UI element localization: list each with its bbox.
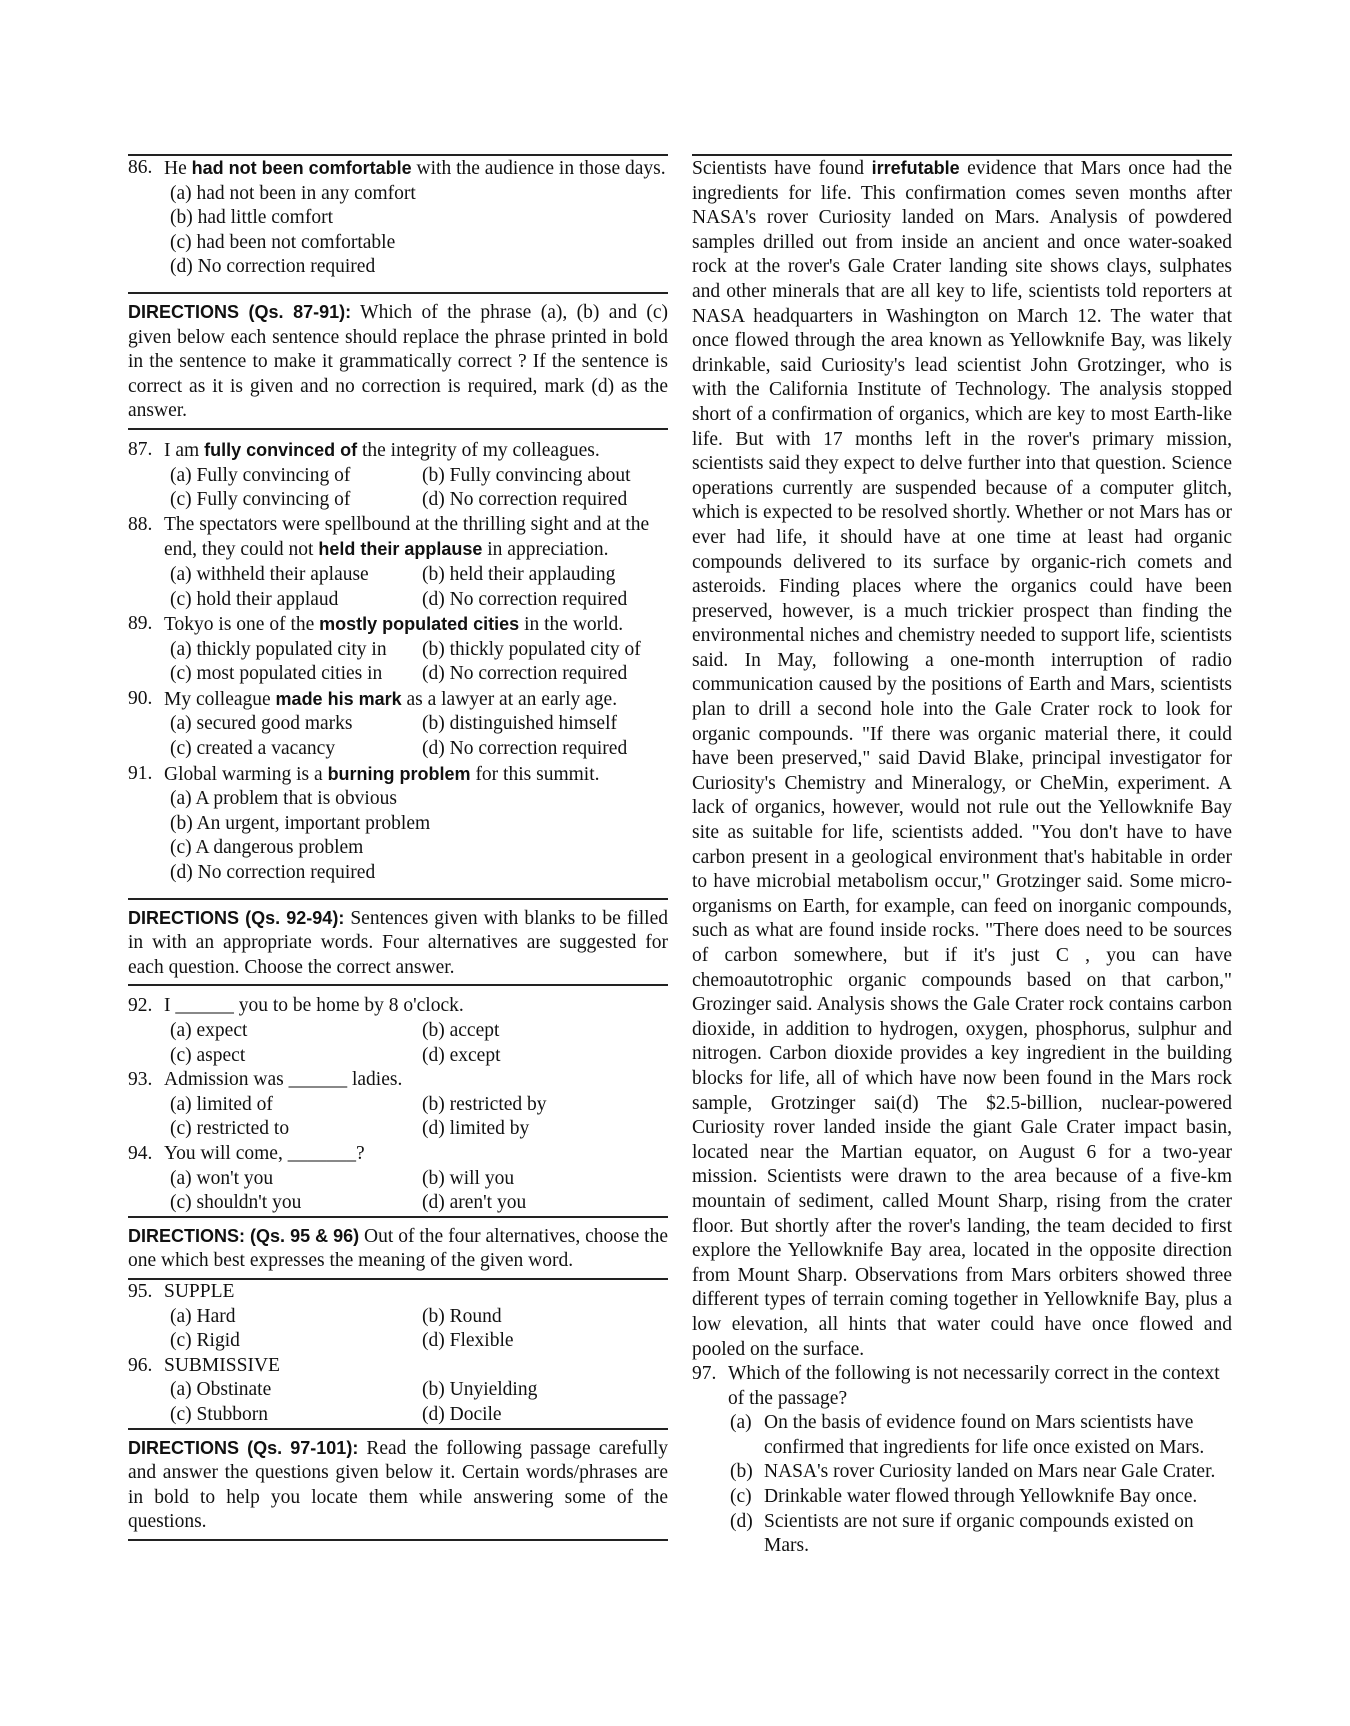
question-text-pre: The spectators were spellbound at the thrilling sight and at the end, they could not (164, 513, 650, 561)
option-row (128, 563, 668, 588)
option: (a) had not been in any comfort (170, 182, 416, 204)
question-text: You will come, _______? (164, 1142, 365, 1164)
option (692, 1411, 1232, 1460)
question-93 (128, 1068, 668, 1093)
option: (a) withheld their aplause (170, 563, 369, 585)
passage-bold-word: irrefutable (871, 158, 960, 178)
option-row (128, 1093, 668, 1118)
question-text-pre: My colleague (164, 688, 276, 710)
option-row (128, 1167, 668, 1192)
question-text-post: in the world. (519, 614, 624, 636)
option: (a) secured good marks (170, 713, 353, 735)
option: (d) No correction required (422, 489, 628, 511)
question-text-post: for this summit. (470, 763, 600, 785)
right-top-rule (692, 154, 1232, 156)
question-text-pre: He (164, 158, 192, 179)
option: (a) Fully convincing of (170, 464, 351, 486)
option-row (128, 638, 668, 663)
option: (c) Stubborn (170, 1403, 269, 1425)
option-row (128, 1329, 668, 1354)
option: (c) had been not comfortable (170, 231, 396, 253)
option: (b) Fully convincing about (422, 464, 631, 486)
question-text-pre: Tokyo is one of the (164, 614, 320, 636)
question-number: 95. (128, 1280, 153, 1302)
option-row (128, 588, 668, 613)
option: (d) limited by (422, 1118, 530, 1140)
option (692, 1510, 1232, 1559)
option: (d) No correction required (422, 588, 628, 610)
question-number: 86. (128, 157, 153, 178)
option: (c) aspect (170, 1044, 246, 1066)
question-text: I ______ you to be home by 8 o'clock. (164, 995, 464, 1017)
option: (d) No correction required (422, 663, 628, 685)
option-row (128, 662, 668, 687)
option: (a) Obstinate (170, 1379, 272, 1401)
option: (a) A problem that is obvious (170, 788, 397, 810)
option: (b) An urgent, important problem (170, 812, 431, 834)
option: (b) accept (422, 1020, 500, 1041)
option-row (128, 488, 668, 513)
question-97 (692, 1362, 1232, 1411)
option-text: On the basis of evidence found on Mars scientists have confirmed that ingredients for life once existed on Mars. (764, 1412, 1205, 1458)
directions-text: Sentences given with blanks to be filled in with an appropriate words. Four alternatives are suggested for each question. Choose the correct answer. (128, 907, 668, 978)
option-row (128, 737, 668, 762)
option: (c) shouldn't you (170, 1192, 302, 1214)
question-text-post: with the audience in those days. (411, 158, 666, 179)
option: (c) most populated cities in (170, 663, 383, 685)
right-column (692, 156, 1232, 1559)
option: (b) distinguished himself (422, 713, 617, 735)
option: (b) thickly populated city of (422, 638, 641, 660)
option-row (128, 1117, 668, 1142)
directions-label: DIRECTIONS: (Qs. 95 & 96) (128, 1225, 360, 1246)
directions-label: DIRECTIONS (Qs. 87-91): (128, 301, 352, 322)
option: (a) thickly populated city in (170, 638, 387, 660)
question-number: 96. (128, 1354, 153, 1376)
question-text-pre: Global warming is a (164, 763, 328, 785)
question-text: SUBMISSIVE (164, 1354, 280, 1376)
question-91 (128, 762, 668, 788)
question-86 (128, 156, 668, 182)
option-row (128, 1019, 668, 1044)
option: (c) hold their applaud (170, 588, 339, 610)
option: (a) Hard (170, 1305, 236, 1327)
option: (b) Unyielding (422, 1379, 538, 1401)
question-bold-phrase: burning problem (327, 763, 471, 784)
option: (c) created a vacancy (170, 738, 336, 760)
section-rule (128, 1539, 668, 1541)
directions-text: Out of the four alternatives, choose the one which best expresses the meaning of the given word. (128, 1225, 668, 1272)
option-row (128, 1305, 668, 1330)
option: (a) won't you (170, 1167, 274, 1189)
directions-text: Read the following passage carefully and answer the questions given below it. Certain words/phrases are in bold to help you locate them while answering some of the questions. (128, 1437, 668, 1533)
question-88 (128, 513, 668, 563)
question-bold-phrase: fully convinced of (204, 439, 358, 460)
question-number: 89. (128, 613, 153, 635)
option-label: (c) (730, 1486, 752, 1508)
option: (a) expect (170, 1020, 248, 1041)
option-row (128, 464, 668, 489)
option: (c) Fully convincing of (170, 489, 351, 511)
option: (d) except (422, 1044, 501, 1066)
question-number: 97. (692, 1363, 717, 1385)
option: (d) Flexible (422, 1330, 514, 1352)
option-text: Scientists are not sure if organic compounds existed on Mars. (764, 1510, 1194, 1557)
option: (b) will you (422, 1167, 515, 1189)
question-bold-phrase: made his mark (275, 688, 402, 709)
question-text: Admission was ______ ladies. (164, 1069, 403, 1091)
question-87 (128, 438, 668, 464)
directions-label: DIRECTIONS (Qs. 92-94): (128, 907, 345, 928)
option: (a) limited of (170, 1093, 273, 1115)
option: (c) restricted to (170, 1118, 290, 1140)
option-row (128, 1378, 668, 1403)
option-label: (d) (730, 1510, 753, 1532)
directions-97-101 (128, 1430, 668, 1539)
option: (d) No correction required (422, 738, 628, 760)
question-bold-phrase: mostly populated cities (319, 614, 520, 635)
directions-92-94 (128, 900, 668, 985)
passage-text-post: evidence that Mars once had the ingredients for life. This confirmation comes seven months after NASA's rover Curiosity landed on Mars. Analysis of powdered samples drilled out from inside an ancient and once water-soaked rock at the rover's Gale Crater landing site shows clays, sulphates and other minerals that are all key to life, scientists told reporters at NASA headquarters in Washington on March 12. The water that once flowed through the area known as Yellowknife Bay, was likely drinkable, said Curiosity's lead scientist John Grotzinger, who is with the California Institute of Technology. The analysis stopped short of a confirmation of organics, which are key to most Earth-like life. But with 17 months left in the rover's primary mission, scientists said they expect to delve further into that question. Science operations currently are suspended because of a computer glitch, which is expected to be resolved shortly. Whether or not Mars has or ever had life, it should have at one time at least had organic compounds delivered to its surface by organic-rich comets and asteroids. Finding places where the organics could have been preserved, however, is a much trickier prospect than finding the environmental niches and chemistry needed to support life, scientists said. In May, following a one-month interruption of radio communication caused by the positions of Earth and Mars, scientists plan to drill a second hole into the Gale Crater rock to look for organic compounds. "If there was organic material there, it could have been preserved," said David Blake, principal investigator for Curiosity's Chemistry and Mineralogy, or CheMin, experiment. A lack of organics, however, would not rule out the Yellowknife Bay site as suitable for life, scientists added. "You don't have to have carbon present in a geological environment that's habitable in order to have microbial metabolism occur," Grotzinger said. Some micro-organisms on Earth, for example, can feed on inorganic compounds, such as what are found inside rocks. "There does need to be sources of carbon somewhere, but if it's just C , you can have chemoautotrophic organic compounds based on that carbon," Grozinger said. Analysis shows the Gale Crater rock contains carbon dioxide, in addition to hydrogen, oxygen, phosphorus, sulphur and nitrogen. Carbon dioxide provides a key ingredient in the building blocks for life, all of which have now been found in the Mars rock sample, Grotzinger sai(d) The $2.5-billion, nuclear-powered Curiosity rover landed inside the giant Gale Crater impact basin, located near the Martian equator, on August 6 for a two-year mission. Scientists were drawn to the area because of a five-km mountain of sediment, called Mount Sharp, rising from the crater floor. But shortly after the rover's landing, the team decided to first explore the Yellowknife Bay area, located in the opposite direction from Mount Sharp. Observations from Mars orbiters showed three different types of terrain coming together in Yellowknife Bay, plus a low elevation, all hints that water could have once flowed and pooled on the surface. (692, 158, 1232, 1360)
question-number: 94. (128, 1142, 153, 1164)
option: (d) Docile (422, 1403, 502, 1425)
left-column (128, 156, 668, 1541)
question-number: 93. (128, 1069, 153, 1091)
option-row (128, 712, 668, 737)
option: (b) held their applauding (422, 563, 616, 585)
question-text-post: the integrity of my colleagues. (357, 439, 600, 461)
option: (b) Round (422, 1305, 502, 1327)
option: (d) No correction required (170, 256, 376, 278)
option-row (128, 1191, 668, 1216)
option-row (128, 1044, 668, 1069)
option-label: (a) (730, 1412, 752, 1434)
question-89 (128, 612, 668, 638)
option: (d) No correction required (170, 862, 376, 884)
question-number: 88. (128, 513, 153, 535)
option: (c) Rigid (170, 1330, 240, 1352)
question-text: SUPPLE (164, 1280, 235, 1302)
question-number: 87. (128, 438, 153, 460)
option: (c) A dangerous problem (170, 837, 364, 859)
question-number: 92. (128, 995, 153, 1017)
option-row (128, 1403, 668, 1428)
option: (d) aren't you (422, 1192, 527, 1214)
option (692, 1460, 1232, 1485)
reading-passage (692, 156, 1232, 1362)
question-96 (128, 1354, 668, 1379)
directions-87-91 (128, 294, 668, 428)
passage-text-pre: Scientists have found (692, 158, 872, 179)
option-label: (b) (730, 1461, 753, 1483)
question-text-post: as a lawyer at an early age. (401, 688, 618, 710)
question-95 (128, 1280, 668, 1305)
option: (b) had little comfort (170, 207, 333, 229)
question-92 (128, 994, 668, 1019)
option: (b) restricted by (422, 1093, 547, 1115)
question-number: 91. (128, 762, 153, 784)
question-94 (128, 1142, 668, 1167)
option-text: Drinkable water flowed through Yellowknife Bay once. (764, 1486, 1198, 1508)
question-bold-phrase: held their applause (318, 539, 483, 560)
directions-95-96 (128, 1218, 668, 1278)
question-text: Which of the following is not necessarily correct in the context of the passage? (728, 1363, 1220, 1409)
question-text-post: in appreciation. (482, 539, 609, 561)
question-90 (128, 687, 668, 713)
question-number: 90. (128, 687, 153, 709)
directions-label: DIRECTIONS (Qs. 97-101): (128, 1437, 359, 1458)
question-text-pre: I am (164, 439, 205, 461)
directions-text: Which of the phrase (a), (b) and (c) given below each sentence should replace the phrase printed in bold in the sentence to make it grammatically correct ? If the sentence is correct as it is given and no correction is required, mark (d) as the answer. (128, 301, 668, 422)
option (692, 1485, 1232, 1510)
option-text: NASA's rover Curiosity landed on Mars near Gale Crater. (764, 1461, 1216, 1483)
question-bold-phrase: had not been comfortable (191, 158, 412, 178)
